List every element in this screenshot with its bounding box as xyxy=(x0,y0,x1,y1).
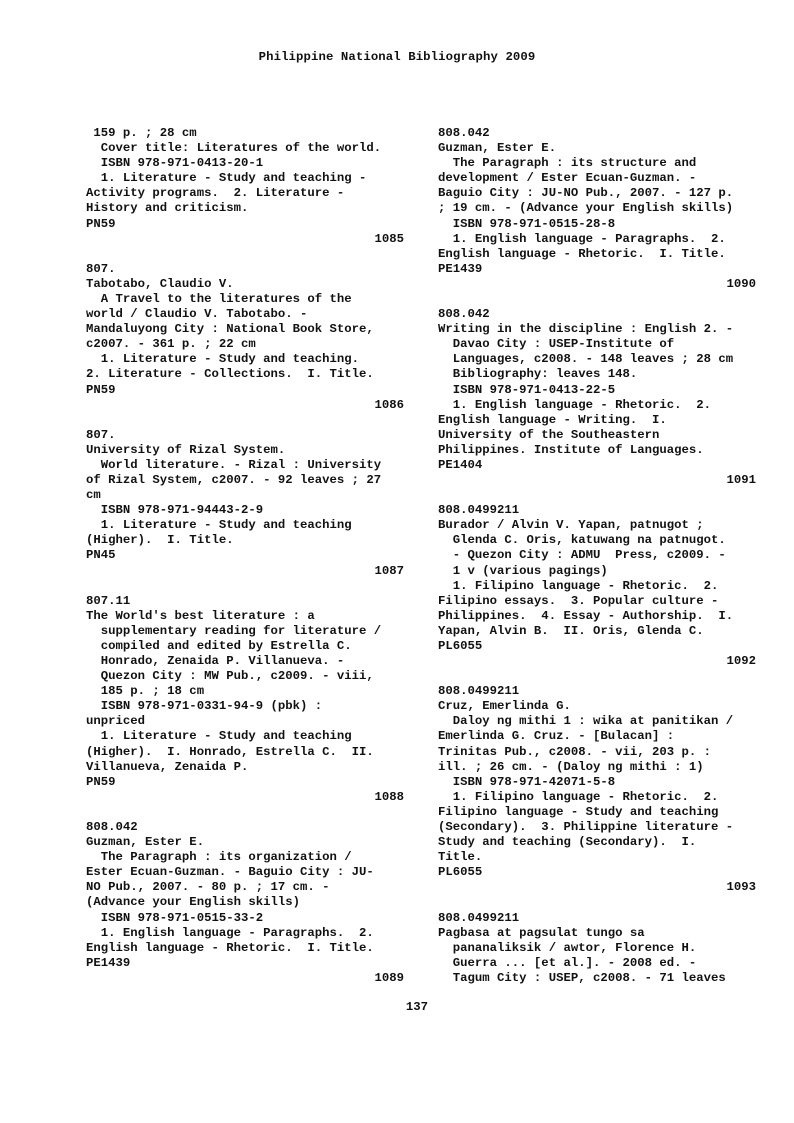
entry-line: Emerlinda G. Cruz. - [Bulacan] : xyxy=(438,729,675,744)
entry-line: PN45 xyxy=(86,548,116,563)
entry-line: compiled and edited by Estrella C. xyxy=(86,638,352,653)
entry-line: PE1439 xyxy=(438,261,483,276)
entry-number: 1092 xyxy=(726,654,756,669)
entry-line: PL6055 xyxy=(438,865,483,880)
entry-number: 1093 xyxy=(726,880,756,895)
entry-line: Yapan, Alvin B. II. Oris, Glenda C. xyxy=(438,623,704,638)
entry-line: Bibliography: leaves 148. xyxy=(438,367,638,382)
running-header: Philippine National Bibliography 2009 xyxy=(258,50,536,64)
entry-line: Cruz, Emerlinda G. xyxy=(438,699,571,714)
entry-line: 1. Filipino language - Rhetoric. 2. xyxy=(438,578,719,593)
entry-line: 1. Literature - Study and teaching. xyxy=(86,352,360,367)
entry-line: University of Rizal System. xyxy=(86,442,286,457)
entry-line: Study and teaching (Secondary). I. xyxy=(438,835,697,850)
bibliography-entry xyxy=(438,126,768,292)
entry-line: A Travel to the literatures of the xyxy=(86,291,352,306)
entry-line: English language - Rhetoric. I. Title. xyxy=(438,246,726,261)
entry-line: unpriced xyxy=(86,714,146,729)
entry-line: English language - Writing. I. xyxy=(438,412,667,427)
entry-line: History and criticism. xyxy=(86,201,249,216)
bibliography-entry xyxy=(86,594,416,805)
bibliography-entry xyxy=(86,262,416,413)
entry-line: Ester Ecuan-Guzman. - Baguio City : JU- xyxy=(86,865,374,880)
entry-number: 1087 xyxy=(374,563,404,578)
entry-line: ill. ; 26 cm. - (Daloy ng mithi : 1) xyxy=(438,759,704,774)
entry-line: 1 v (various pagings) xyxy=(438,563,608,578)
entry-line: PN59 xyxy=(86,216,116,231)
entry-line: 808.0499211 xyxy=(438,910,520,925)
entry-line: The Paragraph : its structure and xyxy=(438,156,697,171)
entry-line: Trinitas Pub., c2008. - vii, 203 p. : xyxy=(438,744,712,759)
entry-line: Burador / Alvin V. Yapan, patnugot ; xyxy=(438,518,704,533)
entry-line: (Advance your English skills) xyxy=(86,895,301,910)
entry-line: development / Ester Ecuan-Guzman. - xyxy=(438,171,697,186)
entry-line: c2007. - 361 p. ; 22 cm xyxy=(86,337,256,352)
bibliography-entry xyxy=(86,428,416,579)
entry-line: 1. Literature - Study and teaching xyxy=(86,518,352,533)
entry-line: ISBN 978-971-94443-2-9 xyxy=(86,503,264,518)
entry-line: Cover title: Literatures of the world. xyxy=(86,141,382,156)
entry-line: Villanueva, Zenaida P. xyxy=(86,759,249,774)
entry-line: Philippines. 4. Essay - Authorship. I. xyxy=(438,608,734,623)
page-number: 137 xyxy=(405,1000,429,1014)
left-column xyxy=(86,126,416,1001)
entry-line: World literature. - Rizal : University xyxy=(86,457,382,472)
entry-line: 1. Literature - Study and teaching - xyxy=(86,171,367,186)
entry-line: Filipino essays. 3. Popular culture - xyxy=(438,593,719,608)
entry-line: Davao City : USEP-Institute of xyxy=(438,337,675,352)
entry-line: Guzman, Ester E. xyxy=(86,835,205,850)
entry-line: ISBN 978-971-0515-28-8 xyxy=(438,216,616,231)
entry-line: Activity programs. 2. Literature - xyxy=(86,186,345,201)
entry-line: pananaliksik / awtor, Florence H. xyxy=(438,940,697,955)
entry-number: 1085 xyxy=(374,231,404,246)
entry-line: 808.042 xyxy=(438,126,490,140)
right-column xyxy=(438,126,768,1001)
entry-line: 1. Literature - Study and teaching xyxy=(86,729,352,744)
entry-number: 1090 xyxy=(726,276,756,291)
entry-line: 2. Literature - Collections. I. Title. xyxy=(86,367,374,382)
bibliography-entry xyxy=(438,684,768,895)
entry-line: The World's best literature : a xyxy=(86,608,315,623)
entry-number: 1088 xyxy=(374,789,404,804)
entry-line: 808.042 xyxy=(438,307,490,322)
entry-line: Writing in the discipline : English 2. - xyxy=(438,322,734,337)
entry-number: 1086 xyxy=(374,397,404,412)
entry-line: Daloy ng mithi 1 : wika at panitikan / xyxy=(438,714,734,729)
entry-line: Pagbasa at pagsulat tungo sa xyxy=(438,925,645,940)
entry-line: cm xyxy=(86,488,101,503)
entry-line: Tabotabo, Claudio V. xyxy=(86,276,234,291)
entry-line: PE1404 xyxy=(438,457,483,472)
entry-line: 1. English language - Paragraphs. 2. xyxy=(86,925,374,940)
entry-line: ISBN 978-971-42071-5-8 xyxy=(438,774,616,789)
entry-number: 1089 xyxy=(374,970,404,985)
entry-line: Guerra ... [et al.]. - 2008 ed. - xyxy=(438,955,697,970)
entry-line: 159 p. ; 28 cm xyxy=(86,126,197,140)
entry-number: 1091 xyxy=(726,473,756,488)
entry-line: (Higher). I. Honrado, Estrella C. II. xyxy=(86,744,374,759)
entry-line: Tagum City : USEP, c2008. - 71 leaves xyxy=(438,970,726,985)
entry-line: 807. xyxy=(86,427,116,442)
entry-line: 1. English language - Rhetoric. 2. xyxy=(438,397,712,412)
bibliography-entry xyxy=(86,126,416,247)
entry-line: Philippines. Institute of Languages. xyxy=(438,442,704,457)
entry-line: ISBN 978-971-0413-20-1 xyxy=(86,156,264,171)
entry-line: Glenda C. Oris, katuwang na patnugot. xyxy=(438,533,726,548)
entry-line: University of the Southeastern xyxy=(438,427,660,442)
entry-line: PN59 xyxy=(86,382,116,397)
entry-line: world / Claudio V. Tabotabo. - xyxy=(86,307,308,322)
bibliography-entry xyxy=(438,307,768,488)
entry-line: PN59 xyxy=(86,774,116,789)
entry-line: 808.0499211 xyxy=(438,684,520,699)
entry-line: 808.042 xyxy=(86,819,138,834)
entry-line: 807. xyxy=(86,261,116,276)
entry-line: English language - Rhetoric. I. Title. xyxy=(86,940,374,955)
entry-line: of Rizal System, c2007. - 92 leaves ; 27 xyxy=(86,472,382,487)
entry-line: Honrado, Zenaida P. Villanueva. - xyxy=(86,654,345,668)
entry-line: PE1439 xyxy=(86,955,131,970)
entry-line: Baguio City : JU-NO Pub., 2007. - 127 p. xyxy=(438,186,734,201)
entry-line: 185 p. ; 18 cm xyxy=(86,684,205,699)
entry-line: (Higher). I. Title. xyxy=(86,533,234,548)
entry-line: Quezon City : MW Pub., c2009. - viii, xyxy=(86,669,374,684)
entry-line: 807.11 xyxy=(86,593,131,608)
entry-line: ISBN 978-971-0413-22-5 xyxy=(438,382,616,397)
entry-line: Languages, c2008. - 148 leaves ; 28 cm xyxy=(438,352,734,367)
entry-line: Guzman, Ester E. xyxy=(438,141,557,156)
entry-line: 1. English language - Paragraphs. 2. xyxy=(438,231,726,246)
bibliography-entry xyxy=(438,503,768,669)
entry-line: NO Pub., 2007. - 80 p. ; 17 cm. - xyxy=(86,880,330,895)
entry-line: 808.0499211 xyxy=(438,503,520,518)
entry-line: (Secondary). 3. Philippine literature - xyxy=(438,820,734,835)
bibliography-entry xyxy=(86,820,416,986)
entry-line: Title. xyxy=(438,850,483,865)
entry-line: supplementary reading for literature / xyxy=(86,623,382,638)
entry-line: ISBN 978-971-0515-33-2 xyxy=(86,910,264,925)
entry-line: PL6055 xyxy=(438,639,483,653)
entry-line: ISBN 978-971-0331-94-9 (pbk) : xyxy=(86,699,323,714)
entry-line: 1. Filipino language - Rhetoric. 2. xyxy=(438,789,719,804)
entry-line: Mandaluyong City : National Book Store, xyxy=(86,322,374,337)
entry-line: The Paragraph : its organization / xyxy=(86,850,352,865)
entry-line: ; 19 cm. - (Advance your English skills) xyxy=(438,201,734,216)
entry-line: - Quezon City : ADMU Press, c2009. - xyxy=(438,548,726,563)
entry-line: Filipino language - Study and teaching xyxy=(438,804,719,819)
bibliography-entry xyxy=(438,911,768,986)
